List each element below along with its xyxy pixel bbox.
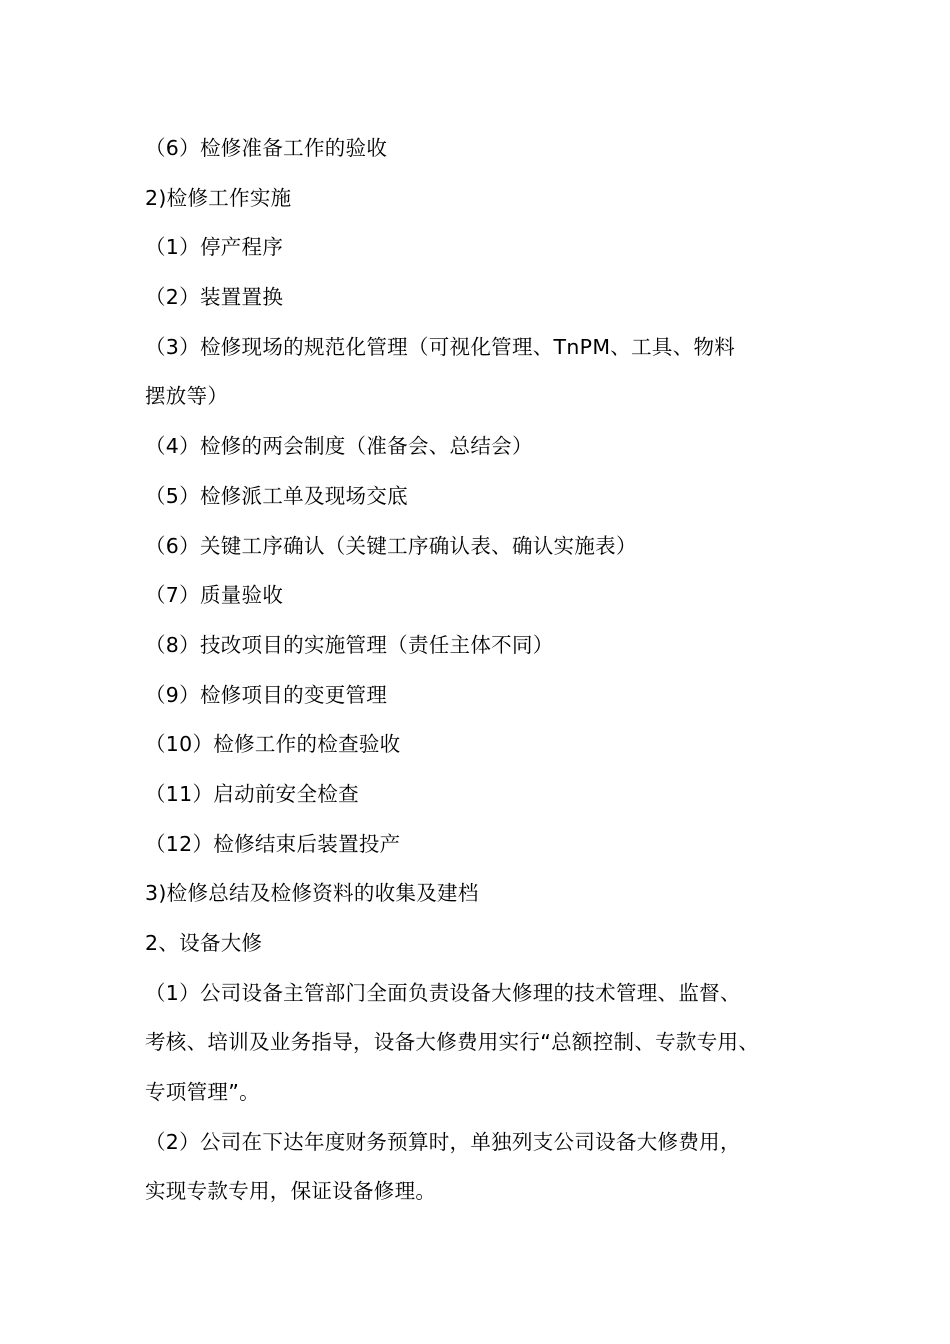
document-body (145, 124, 825, 1217)
text-line: 摆放等） (145, 384, 229, 409)
section-heading: 2)检修工作实施 (145, 185, 292, 210)
text-line: （2）装置置换 (145, 285, 284, 310)
text-line: （2）公司在下达年度财务预算时，单独列支公司设备大修费用， (145, 1129, 741, 1154)
text-line: （1）停产程序 (145, 235, 284, 260)
text-line: （1）公司设备主管部门全面负责设备大修理的技术管理、监督、 (145, 980, 741, 1005)
text-line: （12）检修结束后装置投产 (145, 831, 401, 856)
section-heading: 2、设备大修 (145, 931, 263, 955)
text-line: （5）检修派工单及现场交底 (145, 483, 408, 508)
text-line: （7）质量验收 (145, 583, 284, 608)
text-line: （6）检修准备工作的验收 (145, 136, 388, 160)
text-line: （6）关键工序确认（关键工序确认表、确认实施表） (145, 533, 637, 558)
text-line: （8）技改项目的实施管理（责任主体不同） (145, 632, 554, 657)
text-line: 专项管理”。 (145, 1080, 260, 1105)
text-line: （3）检修现场的规范化管理（可视化管理、TnPM、工具、物料 (145, 334, 736, 359)
text-line: （10）检修工作的检查验收 (145, 732, 401, 757)
text-line: （9）检修项目的变更管理 (145, 682, 388, 707)
section-heading: 3)检修总结及检修资料的收集及建档 (145, 881, 479, 906)
text-line: （4）检修的两会制度（准备会、总结会） (145, 434, 533, 459)
text-line: 考核、培训及业务指导，设备大修费用实行“总额控制、专款专用、 (145, 1030, 760, 1055)
text-line: （11）启动前安全检查 (145, 781, 359, 806)
text-line: 实现专款专用，保证设备修理。 (145, 1179, 437, 1204)
